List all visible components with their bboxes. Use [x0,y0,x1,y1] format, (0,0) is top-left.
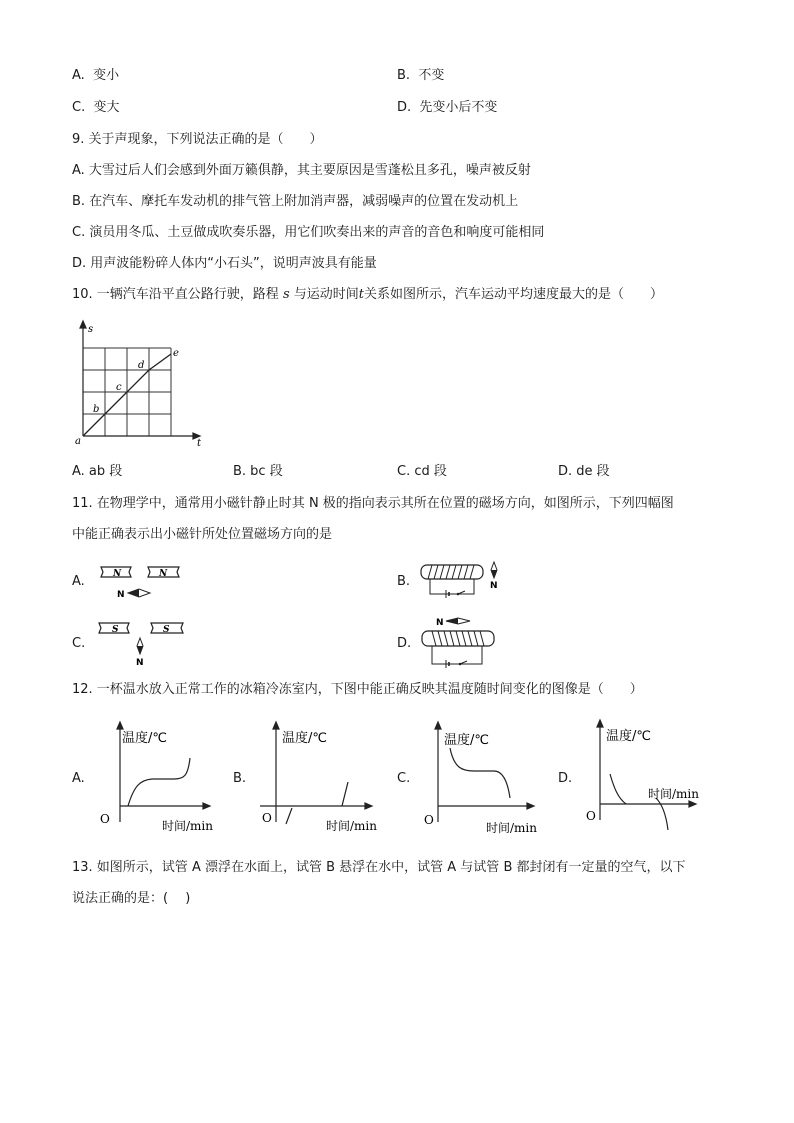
svg-text:时间/min: 时间/min [326,819,377,833]
q10-stem: 10. 一辆汽车沿平直公路行驶，路程 s 与运动时间t关系如图所示，汽车运动平均速度最大的是（ ） [72,287,664,302]
q12-graph-a [92,718,232,836]
q11-option-a-key[interactable]: A. [72,574,85,589]
q12-stem: 12. 一杯温水放入正常工作的冰箱冷冻室内，下图中能正确反映其温度随时间变化的图像是（ ） [72,682,643,697]
svg-text:时间/min: 时间/min [648,787,699,801]
q8-option-b[interactable]: B. 不变 [397,68,445,83]
q10-option-b[interactable]: B. bc 段 [233,464,283,479]
q13-stem-line1: 13. 如图所示，试管 A 漂浮在水面上，试管 B 悬浮在水中，试管 A 与试管 B 都封闭有一定量的空气，以下 [72,860,686,875]
q11-stem-line2: 中能正确表示出小磁针所处位置磁场方向的是 [72,527,333,542]
q12-graph-d [578,716,718,834]
q10-y-axis-label: s [88,324,94,335]
q11-figure-c [93,618,189,670]
svg-text:S: S [112,625,119,635]
svg-text:O: O [100,812,110,826]
svg-text:O: O [424,813,434,827]
svg-text:N: N [436,618,444,628]
q8-option-a[interactable]: A. 变小 [72,68,120,83]
q8-option-c[interactable]: C. 变大 [72,100,120,115]
svg-text:温度/℃: 温度/℃ [606,729,651,744]
svg-text:N: N [159,569,168,579]
svg-text:N: N [136,658,144,668]
q12-option-c-key[interactable]: C. [397,771,411,786]
q10-option-a[interactable]: A. ab 段 [72,464,123,479]
svg-text:温度/℃: 温度/℃ [282,731,327,746]
q9-option-a[interactable]: A. 大雪过后人们会感到外面万籁俱静，其主要原因是雪蓬松且多孔，噪声被反射 [72,163,531,178]
svg-text:S: S [163,625,170,635]
svg-text:时间/min: 时间/min [486,821,537,835]
q11-option-c-key[interactable]: C. [72,636,86,651]
q9-option-c[interactable]: C. 演员用冬瓜、土豆做成吹奏乐器，用它们吹奏出来的声音的音色和响度可能相同 [72,225,545,240]
q12-option-b-key[interactable]: B. [233,771,247,786]
q9-option-d[interactable]: D. 用声波能粉碎人体内“小石头”，说明声波具有能量 [72,256,377,271]
svg-text:N: N [117,590,125,600]
q10-point-e: e [173,348,179,359]
q10-point-b: b [93,404,100,415]
svg-text:N: N [490,581,498,591]
q9-stem: 9. 关于声现象，下列说法正确的是（ ） [72,132,323,147]
q11-stem-line1: 11. 在物理学中，通常用小磁针静止时其 N 极的指向表示其所在位置的磁场方向，如图所示，下列四幅图 [72,496,674,511]
q10-option-d[interactable]: D. de 段 [558,464,610,479]
svg-text:时间/min: 时间/min [162,819,213,833]
svg-text:温度/℃: 温度/℃ [444,733,489,748]
q12-option-a-key[interactable]: A. [72,771,85,786]
svg-text:N: N [113,569,122,579]
q8-option-d[interactable]: D. 先变小后不变 [397,100,498,115]
svg-text:O: O [586,809,596,823]
q12-graph-b [254,718,394,836]
q11-figure-a [93,562,185,602]
q10-point-d: d [138,360,145,371]
q10-x-axis-label: t [197,438,202,448]
q13-stem-line2: 说法正确的是：( ) [72,891,191,906]
q12-graph-c [416,718,556,836]
q10-point-c: c [116,382,122,393]
q11-figure-d [418,614,500,672]
q10-option-c[interactable]: C. cd 段 [397,464,447,479]
svg-text:O: O [262,811,272,825]
q10-point-a: a [75,436,81,447]
q11-option-d-key[interactable]: D. [397,636,412,651]
svg-text:温度/℃: 温度/℃ [122,731,167,746]
q10-st-graph [72,318,207,448]
q12-option-d-key[interactable]: D. [558,771,573,786]
q11-option-b-key[interactable]: B. [397,574,411,589]
q9-option-b[interactable]: B. 在汽车、摩托车发动机的排气管上附加消声器，减弱噪声的位置在发动机上 [72,194,519,209]
q11-figure-b [418,560,506,602]
